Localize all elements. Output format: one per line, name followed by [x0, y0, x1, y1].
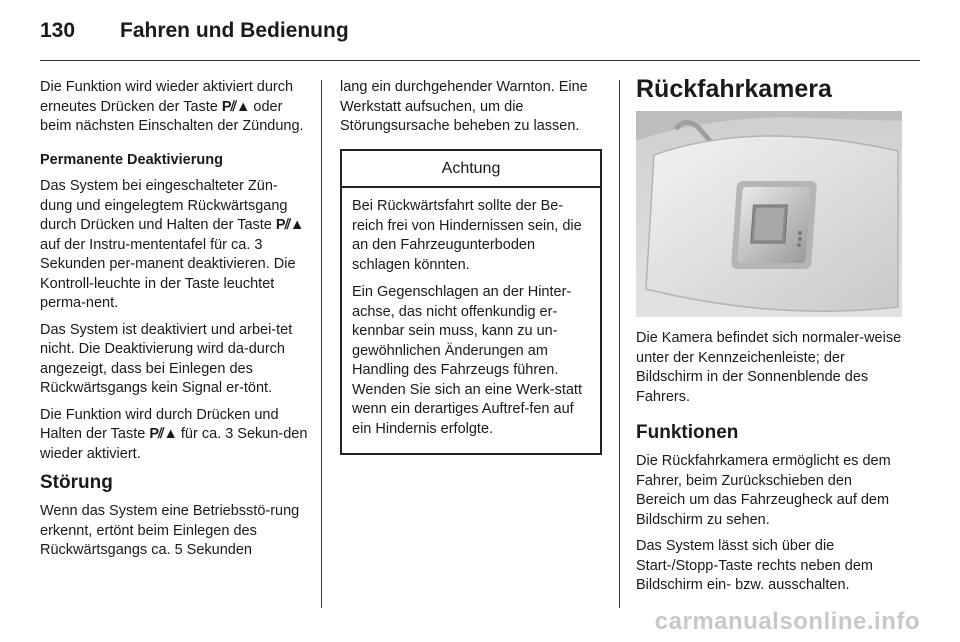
column-2 [340, 78, 604, 455]
intro-paragraph: Die Funktion wird wieder aktiviert durch erneutes Drücken der Taste P⫽▲ oder beim nächsten Einschalten der Zündung. [40, 79, 304, 134]
fault-paragraph: Wenn das System eine Betriebsstö-rung erkennt, ertönt beim Einlegen des Rückwärtsgangs ca. 5 Sekunden [40, 503, 300, 558]
permanent-deactivation-heading: Permanente Deaktivierung [40, 151, 223, 168]
fault-continuation: lang ein durchgehender Warnton. Eine Werkstatt aufsuchen, um die Störungsursache beheben zu lassen. [340, 79, 588, 134]
header-rule [40, 60, 920, 61]
column-divider-1 [321, 80, 322, 608]
column-3 [636, 74, 902, 603]
fault-heading: Störung [40, 472, 113, 493]
functions-heading: Funktionen [636, 422, 739, 443]
camera-location-paragraph: Die Kamera befindet sich normaler-weise unter der Kennzeichenleiste; der Bildschirm in der Sonnenblende des Fahrers. [636, 330, 902, 405]
column-divider-2 [619, 80, 620, 608]
caution-body [342, 188, 600, 453]
rear-camera-title: Rückfahrkamera [636, 75, 832, 103]
park-assist-key-icon: P⫽▲ [221, 98, 250, 115]
caution-heading: Achtung [342, 151, 600, 189]
page-header [40, 16, 920, 52]
column-1 [40, 78, 308, 568]
park-assist-key-icon: P⫽▲ [275, 217, 304, 233]
permanent-deactivation-paragraph: Das System bei eingeschalteter Zün-dung und eingelegtem Rückwärtsgang durch Drücken und Halten der Taste P⫽▲ auf der Instru-mententafel für ca. 3 Sekunden per-manent deaktivieren. Die Kontroll-leuchte in der Taste leuchtet perma-nent. [40, 178, 304, 311]
deactivated-paragraph: Das System ist deaktiviert und arbei-tet nicht. Die Deaktivierung wird da-durch angezeigt, dass bei Einlegen des Rückwärtsgangs kein Signal er-tönt. [40, 321, 293, 396]
caution-paragraph-1: Bei Rückwärtsfahrt sollte der Be-reich frei von Hindernissen sein, die an den Fahrzeugunterboden schlagen könnten. [352, 198, 582, 273]
functions-paragraph-2: Das System lässt sich über die Start-/Stopp-Taste rechts neben dem Bildschirm ein- bzw. ausschalten. [636, 538, 873, 593]
sun-visor-display-illustration [636, 111, 902, 317]
caution-notice [340, 149, 602, 456]
park-assist-key-icon: P⫽▲ [149, 426, 177, 442]
reactivate-paragraph: Die Funktion wird durch Drücken und Halten der Taste P⫽▲ für ca. 3 Sekun-den wieder aktiviert. [40, 406, 308, 462]
watermark: carmanualsonline.info [654, 608, 920, 635]
page-number: 130 [40, 19, 76, 42]
section-title: Fahren und Bedienung [120, 19, 349, 42]
functions-paragraph-1: Die Rückfahrkamera ermöglicht es dem Fahrer, beim Zurückschieben den Bereich um das Fahrzeugheck auf dem Bildschirm zu sehen. [636, 453, 891, 528]
caution-paragraph-2: Ein Gegenschlagen an der Hinter-achse, das nicht offenkundig er-kennbar sein muss, kann zu un-gewöhnlichen Änderungen am Handling des Fahrzeugs führen. Wenden Sie sich an eine Werk-statt wenn ein derartiges Auftref-fen auf ein Hindernis erfolgte. [352, 284, 582, 437]
